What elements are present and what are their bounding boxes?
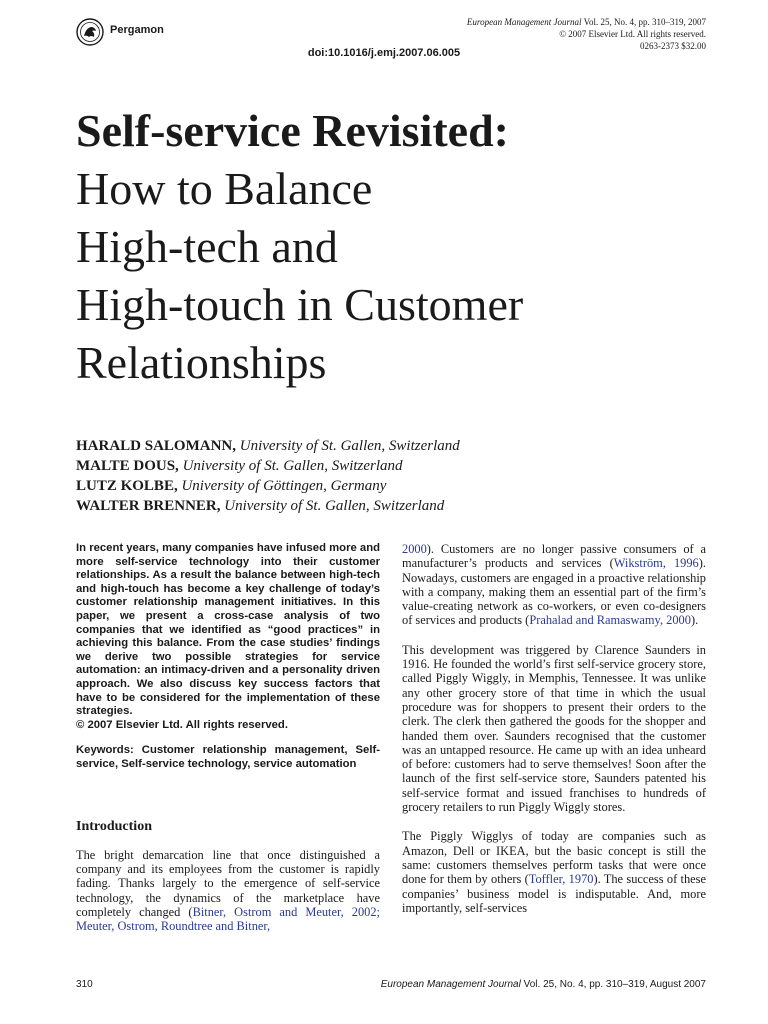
author-list (76, 436, 716, 516)
author-entry (76, 496, 716, 516)
page-number: 310 (76, 979, 93, 990)
footer-citation: European Management Journal Vol. 25, No. 4, pp. 310–319, August 2007 (380, 979, 706, 990)
subtitle-line: High-tech and (76, 221, 338, 272)
reference-link[interactable]: Wikström, 1996 (613, 556, 699, 571)
abstract-copyright: © 2007 Elsevier Ltd. All rights reserved. (76, 718, 288, 731)
abstract-text: In recent years, many companies have infused more and more self-service technology into their customer relationships. As a result the balance between high-tech and high-touch has become a key challenge of today’s customer relationship management initiatives. In this paper, we present a cross-case analysis of two companies that we identified as “good practices” in achieving this balance. From the case studies’ findings we derive two possible strategies for service automation: an intimacy-driven and a personality driven approach. We also discuss key success factors that have to be considered for the implementation of these strategies. © 2007 Elsevier Ltd. All rights reserved. (76, 542, 380, 731)
author-name: WALTER BRENNER, (76, 498, 221, 514)
left-column (76, 542, 380, 934)
reference-link[interactable]: Bitner, Ostrom and Meuter, 2002; Meuter, Ostrom, Roundtree and Bitner, (76, 904, 380, 934)
intro-paragraph-1-continued: 2000). Customers are no longer passive consumers of a manufacturer’s products and services (Wikström, 1996). Nowadays, customers are engaged in a proactive relationship with a company, making them an essential part of the firm’s value-creating network as co-workers, or even co-designers of services and products (Prahalad and Ramaswamy, 2000). (402, 542, 706, 628)
author-entry (76, 436, 716, 456)
reference-link[interactable]: 2000 (402, 542, 427, 556)
doi-link[interactable]: doi:10.1016/j.emj.2007.06.005 (307, 47, 461, 59)
title-main: Self-service Revisited: (76, 105, 510, 156)
keywords: Keywords: Customer relationship management, Self-service, Self-service technology, service automation (76, 744, 380, 770)
section-heading-introduction: Introduction (76, 818, 152, 834)
copyright-line: © 2007 Elsevier Ltd. All rights reserved. (559, 29, 706, 39)
pergamon-logo-icon (76, 18, 104, 46)
publisher-name: Pergamon (110, 24, 164, 36)
title-subtitle (76, 160, 736, 392)
subtitle-line: High-touch in Customer (76, 279, 524, 330)
intro-paragraph-2: This development was triggered by Clarence Saunders in 1916. He founded the world’s first self-service grocery store, called Piggly Wiggly, in Memphis, Tennessee. It was unlike any other grocery store of that time in which the usual procedure was for shoppers to present their orders to the clerk. The clerk then gathered the goods for the shopper and handed them over. Saunders recognised that the customer was an untapped resource. He came up with an idea unheard of before: customers had to serve themselves! Soon after the launch of the first self-service store, Saunders patented his self-service format and issued franchises to hundreds of grocery retailers to run Piggly Wiggly stores. (402, 642, 706, 815)
issn-price: 0263-2373 $32.00 (640, 41, 706, 51)
author-affiliation: University of St. Gallen, Switzerland (239, 438, 460, 454)
reference-link[interactable]: Prahalad and Ramaswamy, 2000 (529, 613, 691, 628)
intro-paragraph-3: The Piggly Wigglys of today are companies such as Amazon, Dell or IKEA, but the basic concept is still the same: customers themselves perform tasks that were once done for them by others (Toffler, 1970). The success of these companies’ business model is indisputable. And, more importantly, self-services (402, 829, 706, 915)
article-title (76, 102, 736, 392)
reference-link[interactable]: Toffler, 1970 (528, 872, 594, 887)
subtitle-line: How to Balance (76, 163, 373, 214)
author-name: LUTZ KOLBE, (76, 478, 178, 494)
citation-details: Vol. 25, No. 4, pp. 310–319, 2007 (583, 17, 706, 27)
author-entry (76, 476, 716, 496)
author-affiliation: University of Göttingen, Germany (181, 478, 387, 494)
author-entry (76, 456, 716, 476)
author-name: HARALD SALOMANN, (76, 438, 237, 454)
right-column (402, 542, 706, 915)
intro-paragraph-1: The bright demarcation line that once distinguished a company and its employees from the customer is rapidly fading. Thanks largely to the emergence of self-service technology, the dynamics of the marketplace have completely changed (Bitner, Ostrom and Meuter, 2002; Meuter, Ostrom, Roundtree and Bitner, (76, 847, 380, 934)
author-name: MALTE DOUS, (76, 458, 179, 474)
author-affiliation: University of St. Gallen, Switzerland (182, 458, 403, 474)
citation-journal: European Management Journal (466, 17, 582, 27)
subtitle-line: Relationships (76, 337, 327, 388)
author-affiliation: University of St. Gallen, Switzerland (224, 498, 445, 514)
